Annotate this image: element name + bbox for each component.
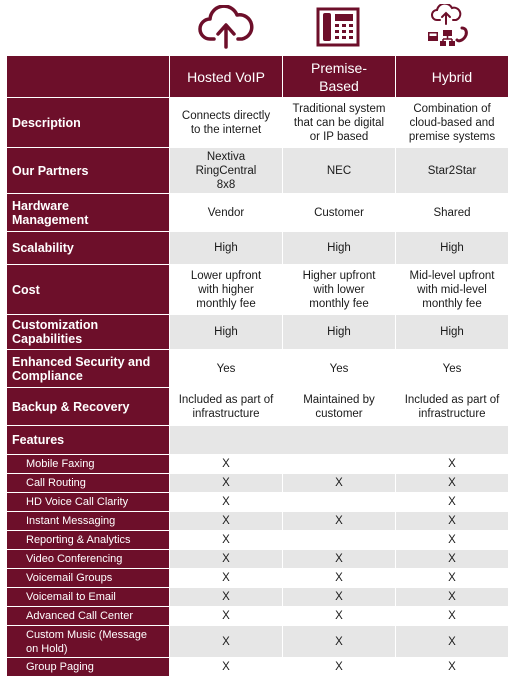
feature-mark bbox=[283, 531, 396, 550]
feature-label: Call Routing bbox=[7, 474, 170, 493]
table-cell: Mid-level upfront with mid-level monthly fee bbox=[396, 265, 509, 315]
feature-label: Voicemail Groups bbox=[7, 569, 170, 588]
feature-mark: X bbox=[170, 531, 283, 550]
icon-row bbox=[170, 0, 506, 54]
feature-label: Mobile Faxing bbox=[7, 455, 170, 474]
feature-label: Voicemail to Email bbox=[7, 588, 170, 607]
table-cell: High bbox=[396, 315, 509, 350]
feature-mark bbox=[283, 455, 396, 474]
feature-label: Custom Music (Message on Hold) bbox=[7, 626, 170, 658]
feature-mark: X bbox=[170, 455, 283, 474]
feature-row bbox=[7, 474, 509, 493]
feature-mark: X bbox=[283, 550, 396, 569]
row-label: Backup & Recovery bbox=[7, 388, 170, 426]
row-label: Cost bbox=[7, 265, 170, 315]
column-header-premise: Premise- Based bbox=[283, 56, 396, 98]
header-corner bbox=[7, 56, 170, 98]
table-cell: Customer bbox=[283, 194, 396, 232]
table-cell: High bbox=[396, 232, 509, 265]
table-cell: Lower upfront with higher monthly fee bbox=[170, 265, 283, 315]
row-label: Description bbox=[7, 98, 170, 148]
feature-row bbox=[7, 569, 509, 588]
feature-mark: X bbox=[283, 512, 396, 531]
table-cell: Higher upfront with lower monthly fee bbox=[283, 265, 396, 315]
feature-label: Reporting & Analytics bbox=[7, 531, 170, 550]
feature-mark: X bbox=[396, 569, 509, 588]
table-cell: High bbox=[170, 232, 283, 265]
cloud-upload-icon bbox=[198, 5, 254, 49]
table-cell: High bbox=[283, 232, 396, 265]
table-row-hardware bbox=[7, 194, 509, 232]
feature-row bbox=[7, 588, 509, 607]
table-cell: Traditional system that can be digital or IP based bbox=[283, 98, 396, 148]
feature-row bbox=[7, 607, 509, 626]
feature-mark: X bbox=[170, 607, 283, 626]
feature-label: Video Conferencing bbox=[7, 550, 170, 569]
table-cell: NEC bbox=[283, 148, 396, 194]
features-header-fill bbox=[170, 426, 509, 455]
feature-label: HD Voice Call Clarity bbox=[7, 493, 170, 512]
icon-cell-hosted bbox=[170, 0, 282, 54]
feature-mark: X bbox=[170, 588, 283, 607]
feature-row bbox=[7, 626, 509, 658]
feature-row bbox=[7, 531, 509, 550]
column-header-hosted: Hosted VoIP bbox=[170, 56, 283, 98]
desk-phone-icon bbox=[314, 5, 362, 49]
feature-mark: X bbox=[170, 658, 283, 677]
feature-label: Advanced Call Center bbox=[7, 607, 170, 626]
table-cell: Combination of cloud-based and premise systems bbox=[396, 98, 509, 148]
table-cell: Connects directly to the internet bbox=[170, 98, 283, 148]
table-cell: Included as part of infrastructure bbox=[170, 388, 283, 426]
table-cell: High bbox=[283, 315, 396, 350]
table-row-scalability bbox=[7, 232, 509, 265]
feature-mark: X bbox=[396, 588, 509, 607]
feature-mark: X bbox=[396, 550, 509, 569]
icon-cell-hybrid bbox=[394, 0, 506, 54]
table-row-description bbox=[7, 98, 509, 148]
table-row-security bbox=[7, 350, 509, 388]
table-cell: Yes bbox=[283, 350, 396, 388]
table-cell: Yes bbox=[396, 350, 509, 388]
table-cell: High bbox=[170, 315, 283, 350]
feature-mark: X bbox=[396, 626, 509, 658]
feature-mark: X bbox=[396, 474, 509, 493]
table-row-partners bbox=[7, 148, 509, 194]
feature-mark: X bbox=[170, 569, 283, 588]
row-label: Scalability bbox=[7, 232, 170, 265]
feature-mark bbox=[283, 493, 396, 512]
feature-mark: X bbox=[170, 626, 283, 658]
feature-row bbox=[7, 550, 509, 569]
table-cell: Nextiva RingCentral 8x8 bbox=[170, 148, 283, 194]
row-label: Enhanced Security and Compliance bbox=[7, 350, 170, 388]
table-cell: Vendor bbox=[170, 194, 283, 232]
feature-label: Group Paging bbox=[7, 658, 170, 677]
feature-mark: X bbox=[283, 607, 396, 626]
table-row-cost bbox=[7, 265, 509, 315]
column-header-hybrid: Hybrid bbox=[396, 56, 509, 98]
features-heading: Features bbox=[7, 426, 170, 455]
icon-cell-premise bbox=[282, 0, 394, 54]
feature-mark: X bbox=[283, 474, 396, 493]
table-cell: Star2Star bbox=[396, 148, 509, 194]
table-header-row bbox=[7, 56, 509, 98]
feature-mark: X bbox=[396, 455, 509, 474]
feature-mark: X bbox=[283, 588, 396, 607]
feature-mark: X bbox=[170, 512, 283, 531]
row-label: Customization Capabilities bbox=[7, 315, 170, 350]
feature-row bbox=[7, 493, 509, 512]
feature-mark: X bbox=[283, 626, 396, 658]
table-row-features-header bbox=[7, 426, 509, 455]
row-label: Hardware Management bbox=[7, 194, 170, 232]
table-row-backup bbox=[7, 388, 509, 426]
table-cell: Included as part of infrastructure bbox=[396, 388, 509, 426]
feature-mark: X bbox=[396, 493, 509, 512]
table-cell: Shared bbox=[396, 194, 509, 232]
hybrid-network-icon bbox=[426, 4, 474, 50]
feature-row bbox=[7, 455, 509, 474]
feature-mark: X bbox=[170, 550, 283, 569]
table-cell: Yes bbox=[170, 350, 283, 388]
feature-mark: X bbox=[396, 531, 509, 550]
feature-row bbox=[7, 658, 509, 677]
feature-mark: X bbox=[170, 474, 283, 493]
feature-mark: X bbox=[396, 658, 509, 677]
feature-mark: X bbox=[283, 569, 396, 588]
feature-mark: X bbox=[396, 607, 509, 626]
feature-mark: X bbox=[396, 512, 509, 531]
table-cell: Maintained by customer bbox=[283, 388, 396, 426]
row-label: Our Partners bbox=[7, 148, 170, 194]
feature-row bbox=[7, 512, 509, 531]
table-row-customization bbox=[7, 315, 509, 350]
comparison-table bbox=[6, 55, 509, 677]
feature-mark: X bbox=[170, 493, 283, 512]
feature-mark: X bbox=[283, 658, 396, 677]
feature-label: Instant Messaging bbox=[7, 512, 170, 531]
